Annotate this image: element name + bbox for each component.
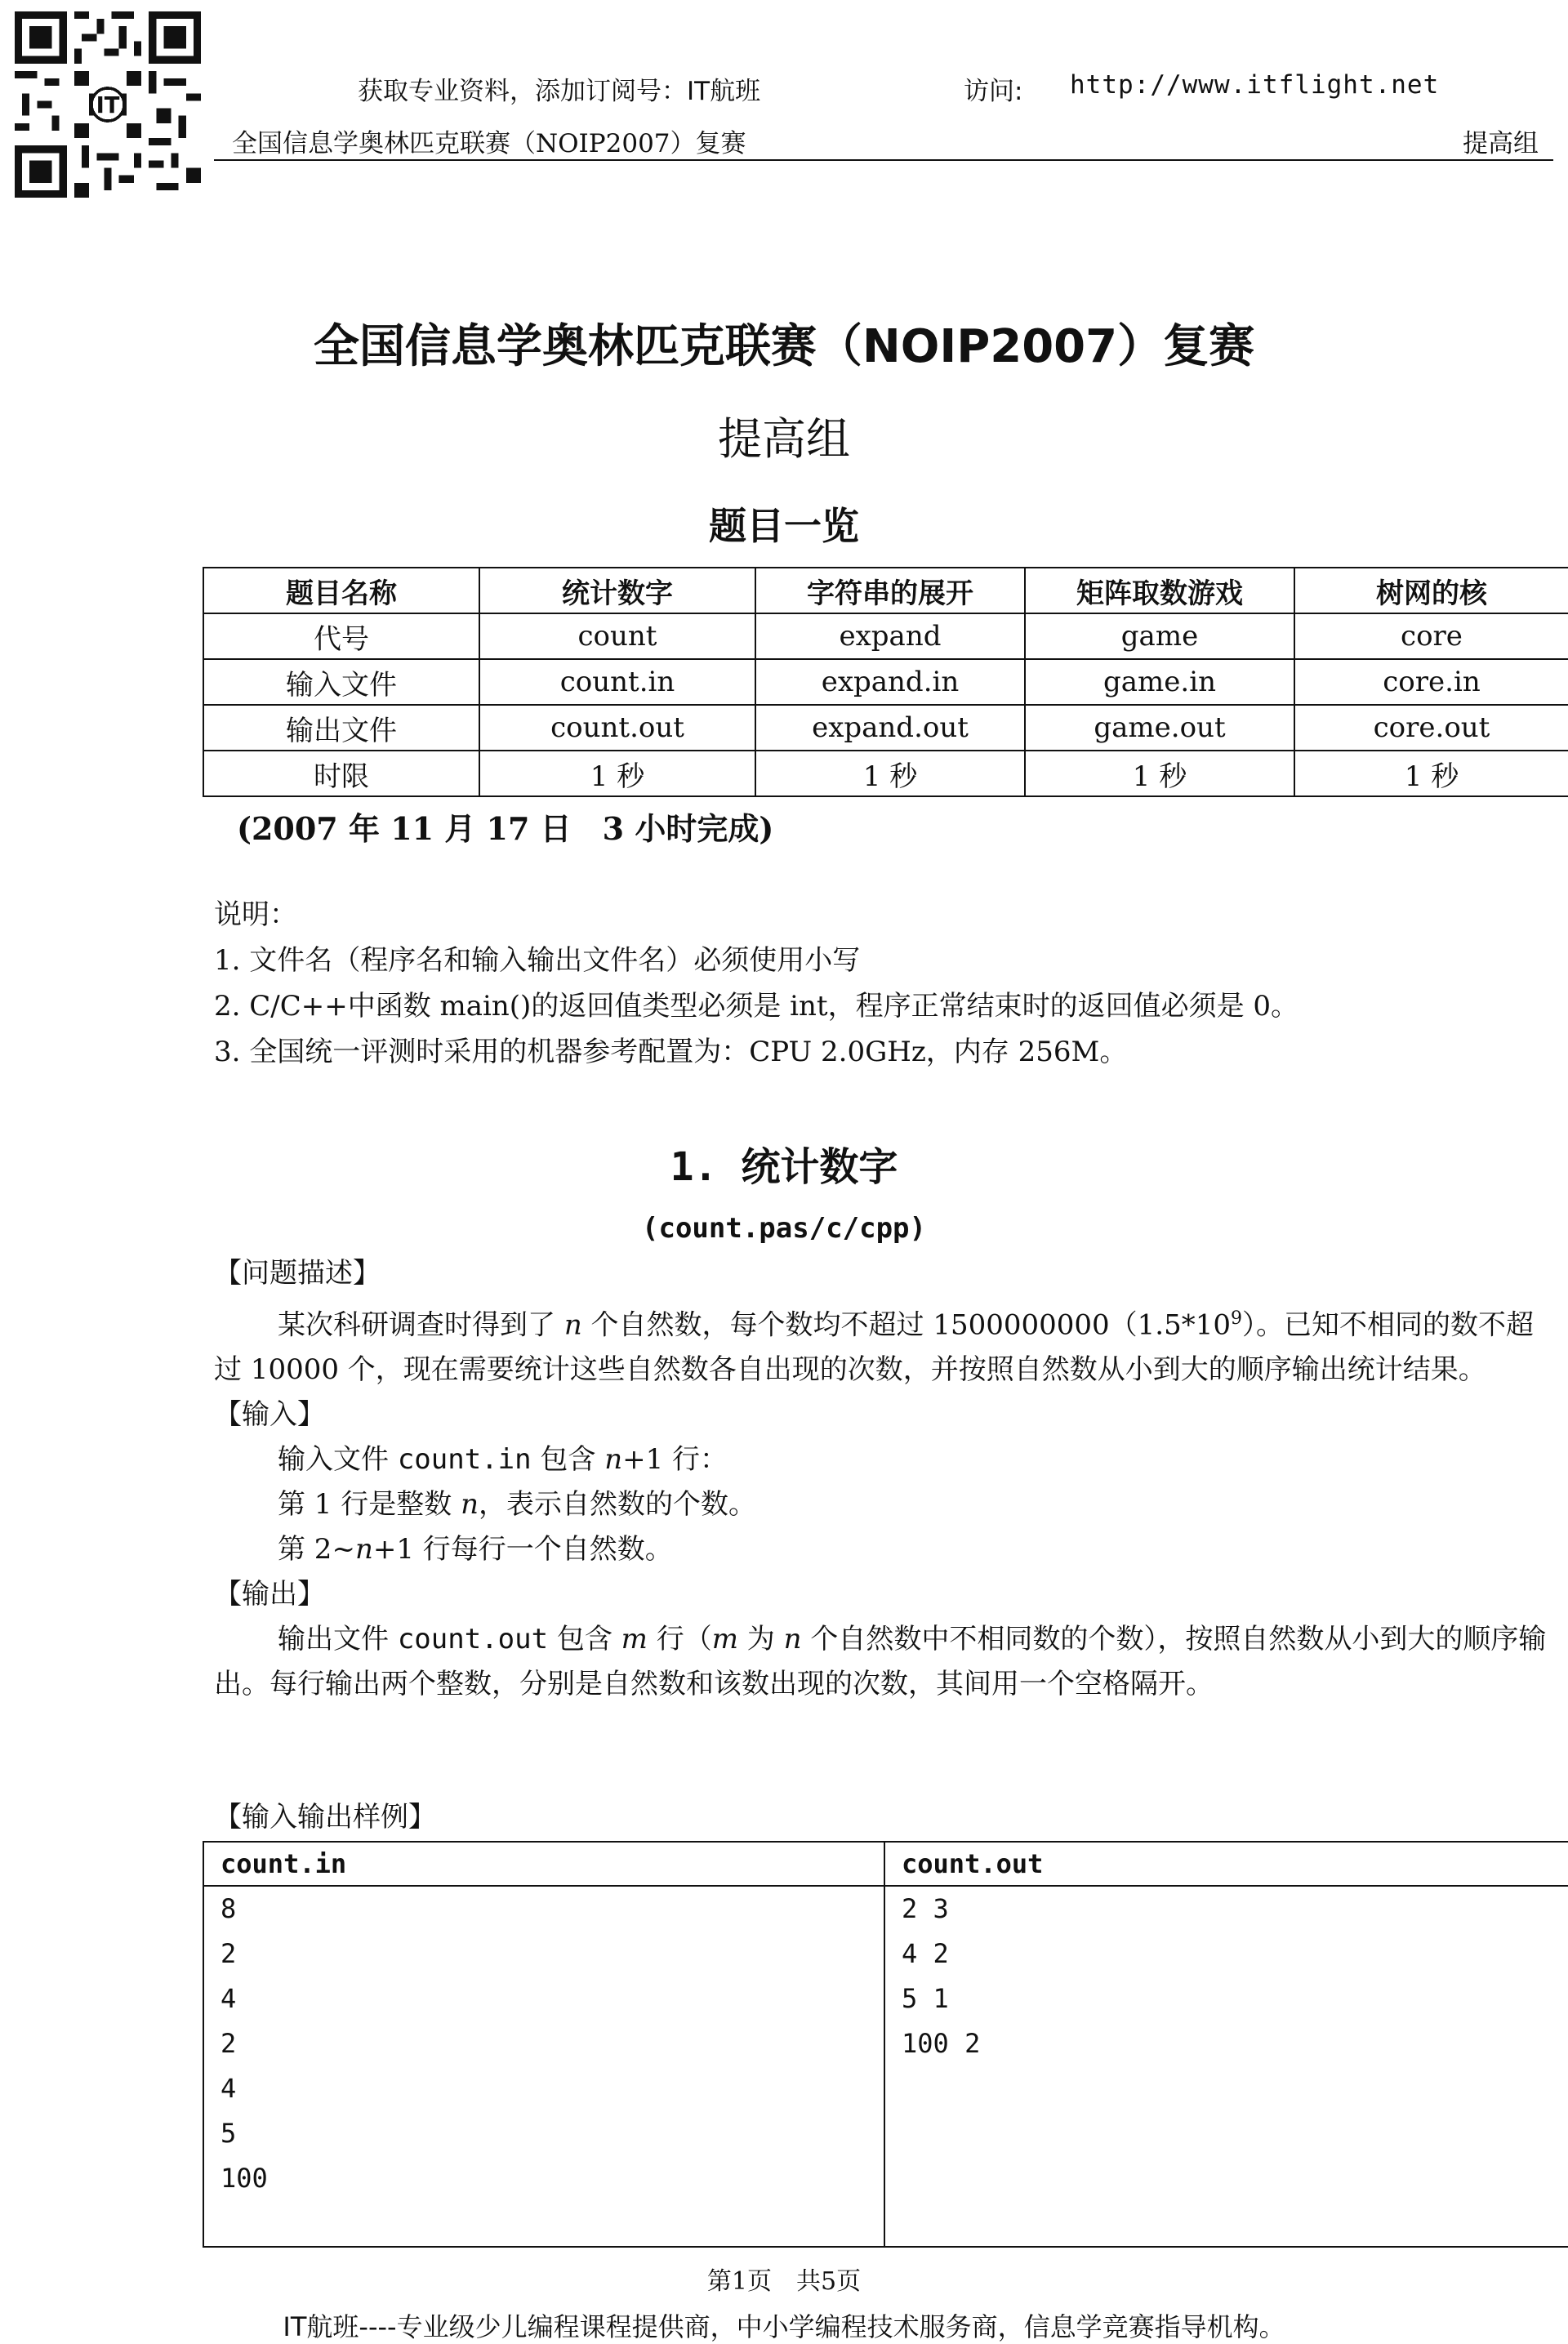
text-run: 为	[737, 1623, 784, 1656]
output-label: 【输出】	[214, 1578, 325, 1611]
table-row	[203, 705, 1568, 751]
running-header-title: 全国信息学奥林匹克联赛（NOIP2007）复赛	[232, 129, 746, 158]
table-cell: expand	[755, 613, 1025, 659]
table-cell: 1 秒	[755, 751, 1025, 796]
overview-table	[203, 567, 1568, 797]
exam-date: (2007 年 11 月 17 日 3 小时完成)	[237, 810, 774, 847]
text-run: 包含	[548, 1623, 621, 1656]
table-cell: core.in	[1294, 659, 1568, 705]
text-run: 第 2~	[278, 1533, 355, 1566]
input-line	[214, 1482, 1553, 1527]
running-header-group: 提高组	[1463, 129, 1539, 158]
note-item: 2. C/C++中函数 main()的返回值类型必须是 int，程序正常结束时的返回值必须是 0。	[214, 990, 1299, 1023]
table-cell: 输出文件	[203, 705, 479, 751]
sample-input-line: 100	[220, 2163, 268, 2194]
text-run: 第 1 行是整数	[278, 1488, 461, 1522]
table-cell: 1 秒	[1025, 751, 1294, 796]
sample-header-row	[203, 1842, 1568, 1886]
sample-input-header: count.in	[203, 1842, 884, 1886]
page-title: 全国信息学奥林匹克联赛（NOIP2007）复赛	[313, 320, 1255, 373]
table-cell: 1 秒	[1294, 751, 1568, 796]
table-cell: core.out	[1294, 705, 1568, 751]
notes-label: 说明：	[214, 898, 297, 931]
var-m: m	[621, 1623, 648, 1656]
overview-header-cell: 矩阵取数游戏	[1025, 568, 1294, 613]
problem-body	[214, 1251, 1553, 1707]
var-n: n	[783, 1623, 802, 1656]
table-cell: game.in	[1025, 659, 1294, 705]
table-cell: count.out	[479, 705, 755, 751]
sample-input-cell	[203, 1886, 884, 2247]
overview-header-cell: 题目名称	[203, 568, 479, 613]
table-cell: core	[1294, 613, 1568, 659]
table-cell: 时限	[203, 751, 479, 796]
table-row	[203, 659, 1568, 705]
overview-header-cell: 字符串的展开	[755, 568, 1025, 613]
table-cell: 输入文件	[203, 659, 479, 705]
var-n: n	[564, 1308, 582, 1342]
page-subtitle: 提高组	[718, 413, 850, 465]
sample-label: 【输入输出样例】	[214, 1801, 436, 1834]
table-cell: game.out	[1025, 705, 1294, 751]
table-cell: count	[479, 613, 755, 659]
sample-output-line: 4 2	[902, 1938, 949, 1969]
sample-table	[203, 1841, 1568, 2248]
problem-source-files: (count.pas/c/cpp)	[642, 1212, 926, 1245]
sample-output-header: count.out	[884, 1842, 1568, 1886]
text-run: 个自然数中不相同数的个数），按照自然数从小到大的顺序输出。每行输出两个整数，分别是自然数和该数出现的次数，其间用一个空格隔开。	[214, 1623, 1547, 1701]
sample-input-line: 8	[220, 1893, 237, 1924]
var-n: n	[354, 1533, 373, 1566]
var-m: m	[711, 1623, 738, 1656]
svg-text:IT: IT	[96, 93, 120, 119]
note-item: 1. 文件名（程序名和输入输出文件名）必须使用小写	[214, 944, 861, 977]
header-divider	[214, 159, 1553, 161]
sample-input-line: 4	[220, 2073, 237, 2104]
running-header	[232, 123, 1539, 158]
sample-input-line: 2	[220, 1938, 237, 1969]
var-n: n	[604, 1443, 623, 1477]
sample-output-line: 5 1	[902, 1983, 949, 2014]
promo-banner	[0, 70, 1568, 109]
page-number: 第1页 共5页	[706, 2267, 862, 2296]
text-run: 输出文件	[278, 1623, 398, 1656]
output-filename: count.out	[397, 1623, 549, 1656]
text-run: 包含	[531, 1443, 605, 1477]
text-run: +1 行每行一个自然数。	[372, 1533, 673, 1566]
table-cell: expand.in	[755, 659, 1025, 705]
input-label: 【输入】	[214, 1398, 325, 1432]
overview-heading: 题目一览	[709, 504, 859, 548]
sample-input-line: 4	[220, 1983, 237, 2014]
table-cell: count.in	[479, 659, 755, 705]
table-cell: expand.out	[755, 705, 1025, 751]
table-row	[203, 613, 1568, 659]
overview-header-row	[203, 568, 1568, 613]
visit-label: 访问:	[964, 77, 1023, 106]
input-line	[214, 1437, 1553, 1482]
var-n: n	[461, 1488, 479, 1522]
output-text	[214, 1617, 1553, 1707]
input-line	[214, 1527, 1553, 1572]
text-run: +1 行：	[622, 1443, 728, 1477]
sample-section	[214, 1795, 1553, 1840]
sample-input-line: 2	[220, 2028, 237, 2059]
site-link[interactable]: http://www.itflight.net	[1070, 70, 1440, 100]
note-item: 3. 全国统一评测时采用的机器参考配置为：CPU 2.0GHz，内存 256M。	[214, 1036, 1128, 1068]
text-run: ）。已知不相同的数不超过 10000 个，现在需要统计这些自然数各自出现的次数，并按照自然数从小到大的顺序输出统计结果。	[214, 1308, 1534, 1387]
description-label: 【问题描述】	[214, 1257, 381, 1290]
overview-header-cell: 统计数字	[479, 568, 755, 613]
text-run: 个自然数，每个数均不超过 1500000000（1.5*10	[581, 1308, 1231, 1342]
footer-text: IT航班----专业级少儿编程课程提供商，中小学编程技术服务商，信息学竞赛指导机构。	[283, 2311, 1285, 2342]
input-filename: count.in	[397, 1443, 532, 1477]
table-cell: 代号	[203, 613, 479, 659]
description-text	[214, 1296, 1553, 1393]
text-run: 某次科研调查时得到了	[278, 1308, 564, 1342]
text-run: 行（	[647, 1623, 712, 1656]
sample-output-cell	[884, 1886, 1568, 2247]
overview-header-cell: 树网的核	[1294, 568, 1568, 613]
sample-body-row	[203, 1886, 1568, 2247]
sample-output-line: 100 2	[902, 2028, 981, 2059]
notes-section	[214, 892, 1298, 1075]
promo-text: 获取专业资料，添加订阅号：IT航班	[358, 77, 761, 106]
table-row	[203, 751, 1568, 796]
text-run: ，表示自然数的个数。	[478, 1488, 756, 1522]
table-cell: game	[1025, 613, 1294, 659]
problem-title: 1. 统计数字	[670, 1144, 898, 1190]
exponent: 9	[1231, 1308, 1242, 1329]
table-cell: 1 秒	[479, 751, 755, 796]
sample-input-line: 5	[220, 2118, 237, 2149]
sample-output-line: 2 3	[902, 1893, 949, 1924]
text-run: 输入文件	[278, 1443, 398, 1477]
